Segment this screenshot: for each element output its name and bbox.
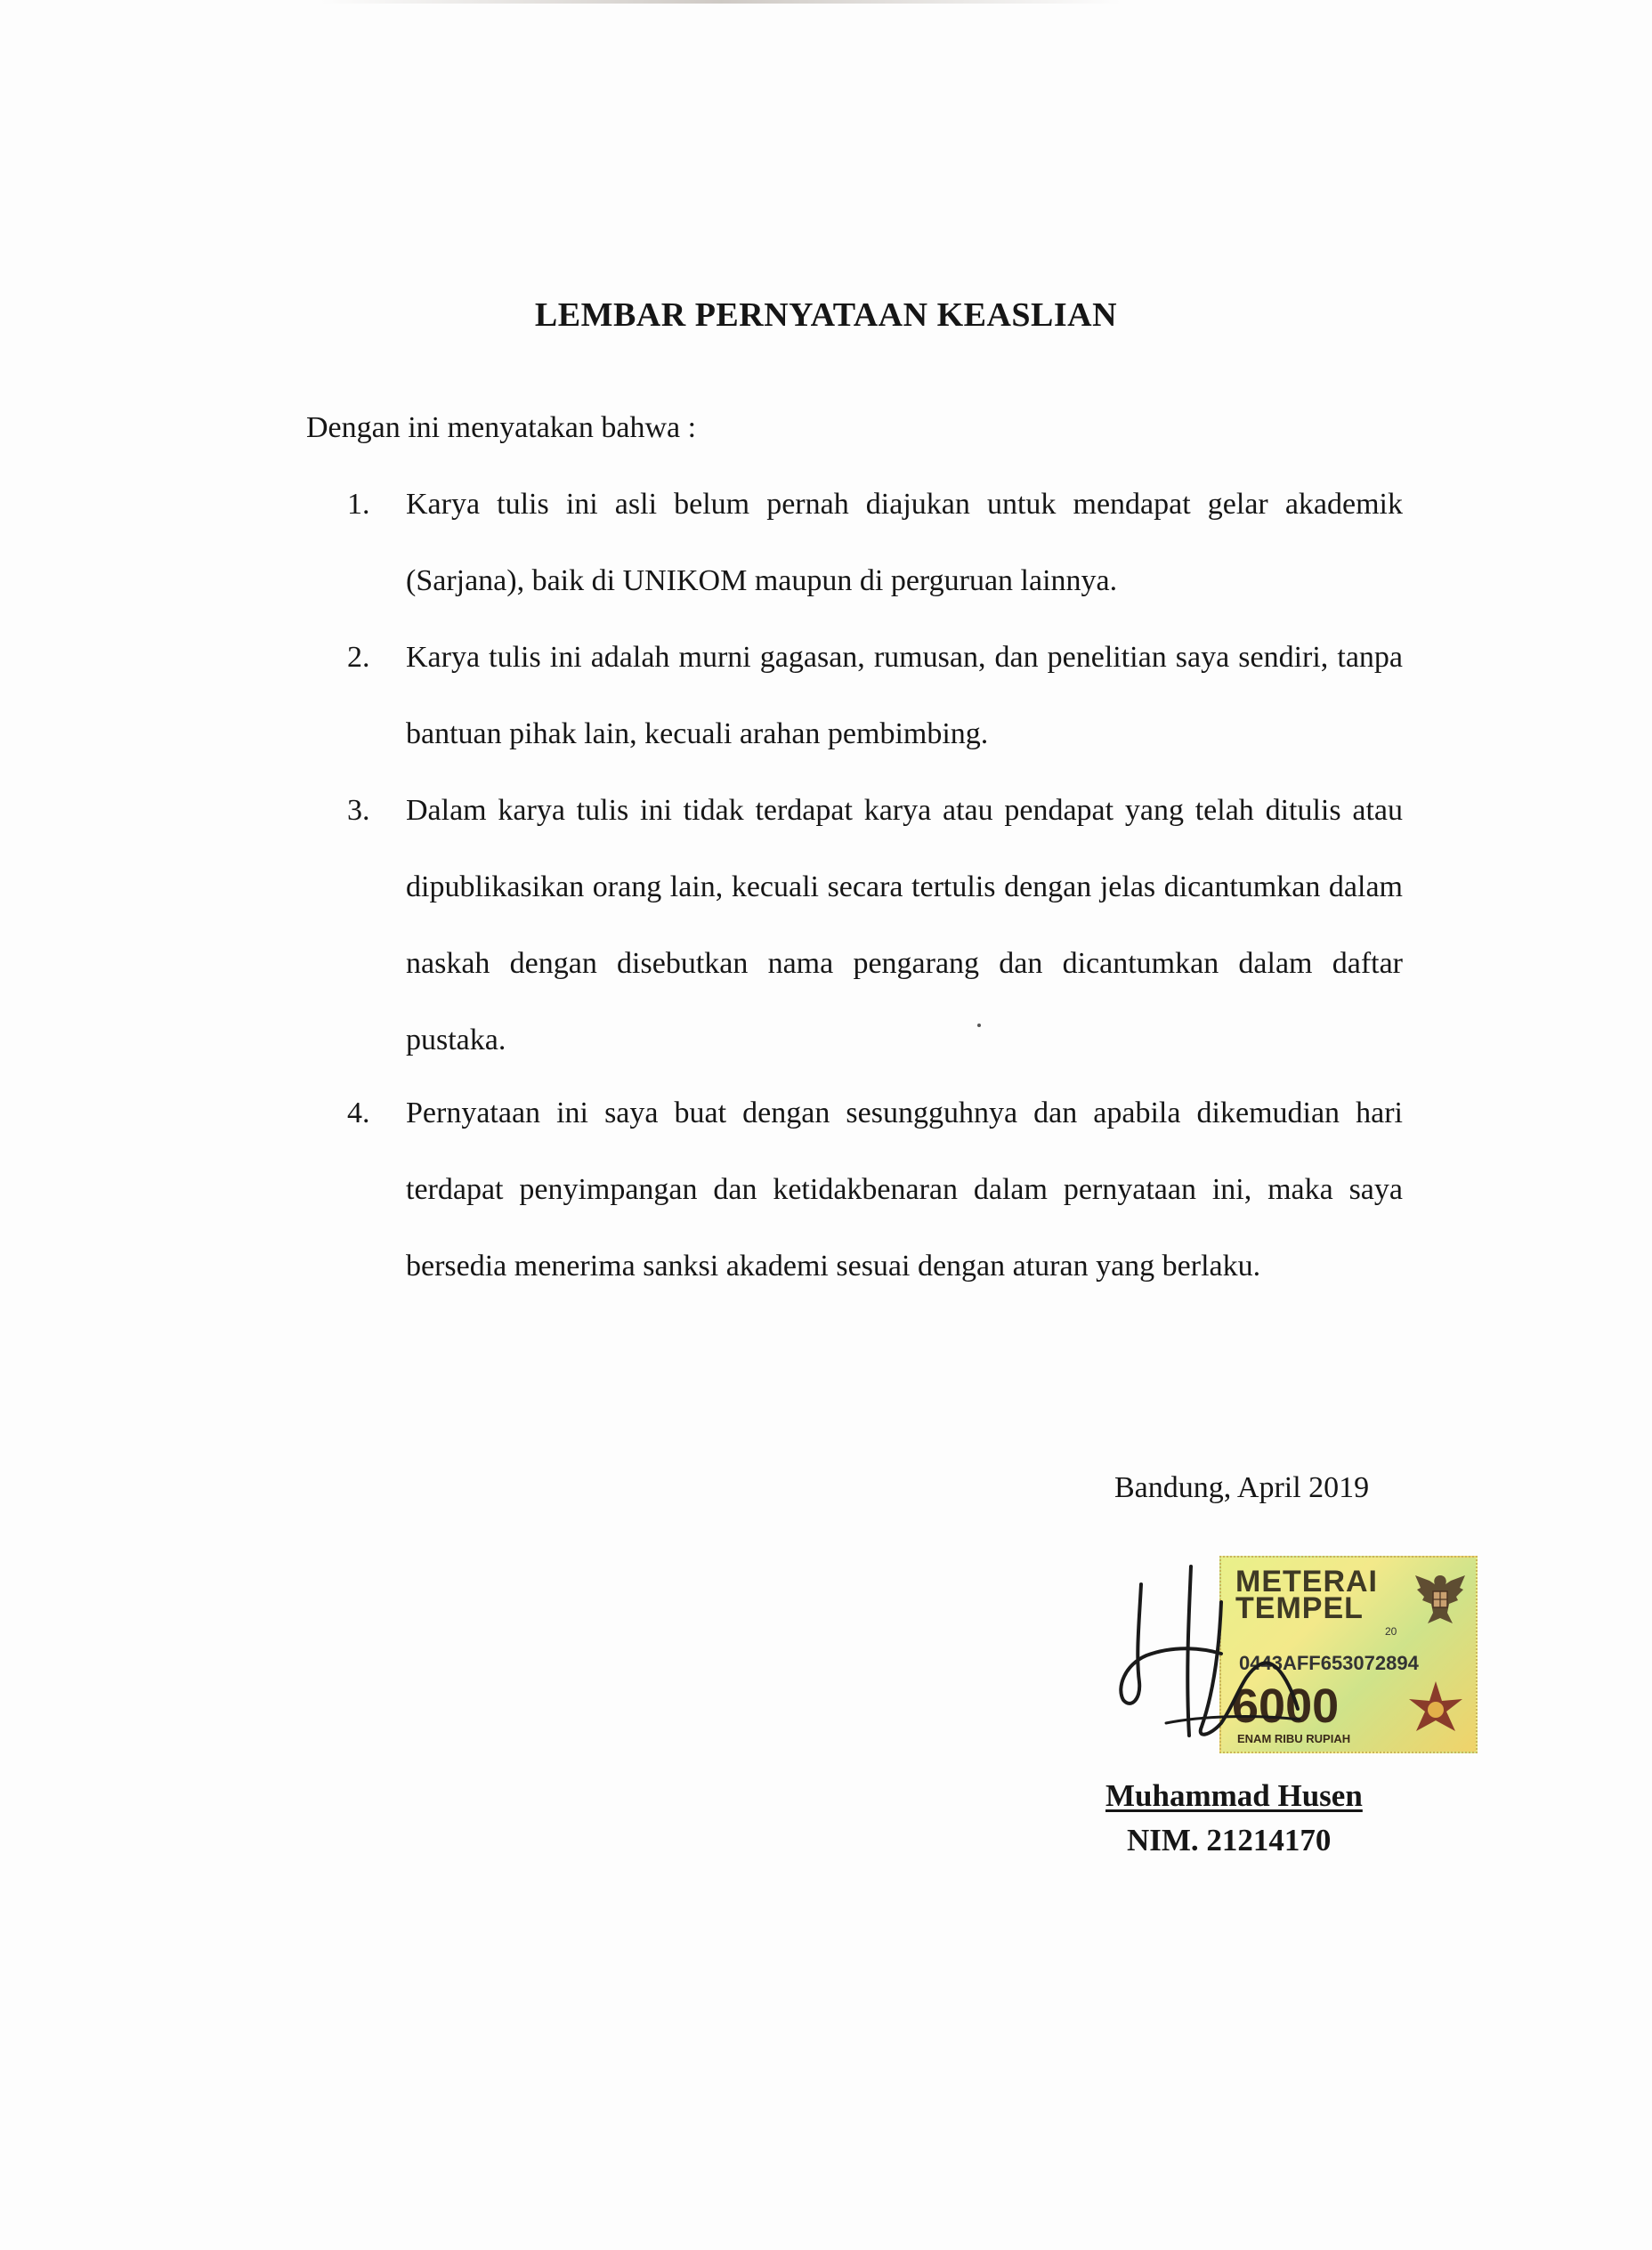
stamp-value-words: ENAM RIBU RUPIAH	[1237, 1732, 1351, 1745]
page-edge-shadow	[320, 0, 1122, 4]
stamp-title-line2: TEMPEL	[1235, 1591, 1364, 1625]
ink-speck	[977, 1024, 981, 1027]
statement-list	[347, 484, 1403, 1396]
list-item	[347, 637, 1403, 790]
stamp-year: 20	[1385, 1625, 1397, 1638]
list-item-number: 3.	[347, 794, 370, 827]
intro-text: Dengan ini menyatakan bahwa :	[306, 411, 697, 444]
list-item-number: 1.	[347, 488, 370, 521]
list-item-text: Karya tulis ini adalah murni gagasan, rumusan, dan penelitian saya sendiri, tanpa bantuan pihak lain, kecuali arahan pembimbing.	[406, 641, 1403, 750]
list-item	[347, 1093, 1403, 1396]
list-item-text: Pernyataan ini saya buat dengan sesungguhnya dan apabila dikemudian hari terdapat penyimpangan dan ketidakbenaran dalam pernyataan ini, maka saya bersedia menerima sanksi akademi sesuai dengan aturan yang berlaku.	[406, 1097, 1403, 1283]
list-item	[347, 484, 1403, 637]
list-item-text: Dalam karya tulis ini tidak terdapat karya atau pendapat yang telah ditulis atau dipublikasikan orang lain, kecuali secara tertulis dengan jelas dicantumkan dalam naskah dengan disebutkan nama pengarang dan dicantumkan dalam daftar pustaka.	[406, 794, 1403, 1056]
document-title: LEMBAR PERNYATAAN KEASLIAN	[534, 296, 1118, 334]
list-item-text: Karya tulis ini asli belum pernah diajukan untuk mendapat gelar akademik (Sarjana), baik di UNIKOM maupun di perguruan lainnya.	[406, 488, 1403, 597]
stamp-value: 6000	[1232, 1679, 1340, 1733]
handwritten-signature	[1104, 1549, 1495, 1771]
stamp-serial: 0443AFF653072894	[1239, 1652, 1419, 1674]
place-date: Bandung, April 2019	[1114, 1471, 1370, 1504]
signer-nim: NIM. 21214170	[1127, 1823, 1332, 1857]
list-item-number: 4.	[347, 1097, 370, 1129]
signature-area	[1104, 1549, 1495, 1771]
signer-name: Muhammad Husen	[1105, 1778, 1363, 1813]
stamp-title-line1: METERAI	[1235, 1565, 1378, 1598]
list-item-number: 2.	[347, 641, 370, 674]
list-item	[347, 790, 1403, 1093]
